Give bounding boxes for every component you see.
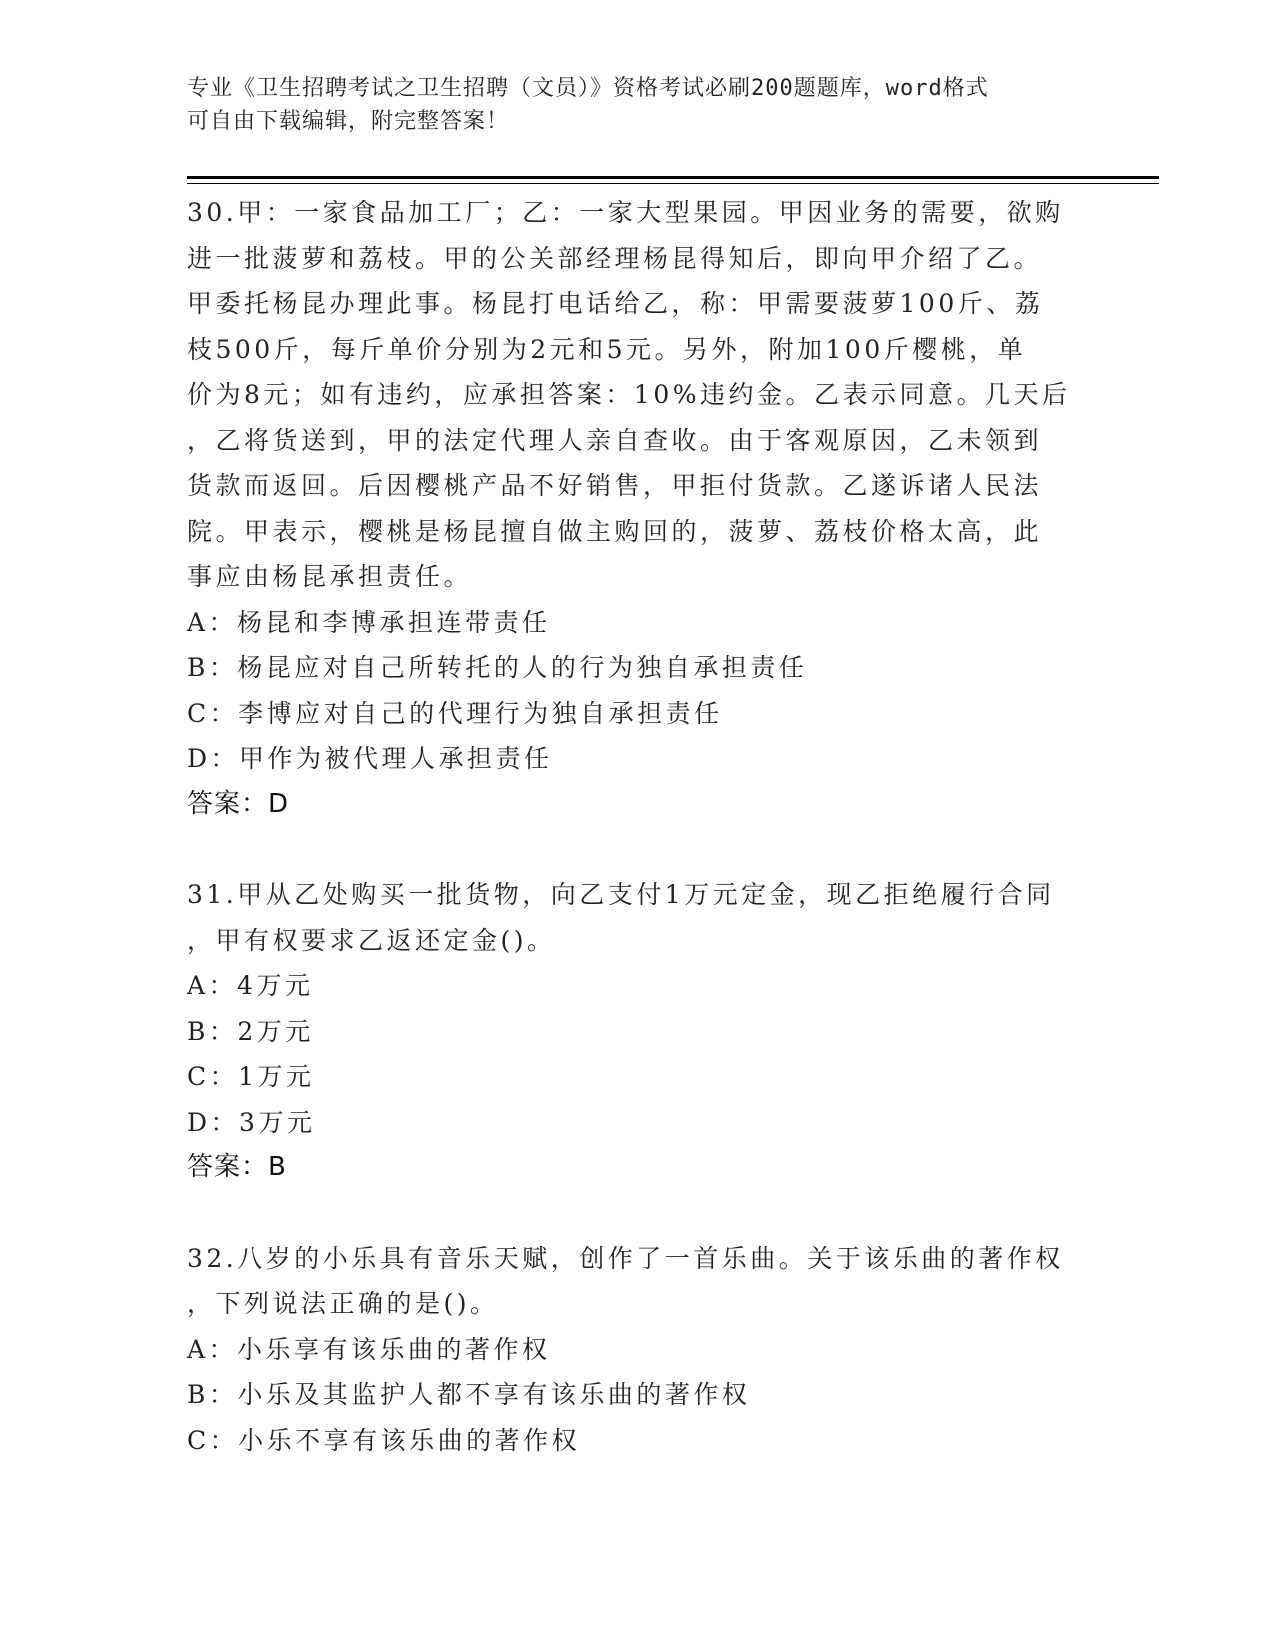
option-a: A：小乐享有该乐曲的著作权 [187,1334,551,1364]
question-line: 甲委托杨昆办理此事。杨昆打电话给乙，称：甲需要菠萝100斤、荔 [187,289,1044,318]
question-32 [187,1236,1087,1464]
question-line: ，乙将货送到，甲的法定代理人亲自查收。由于客观原因，乙未领到 [187,425,1043,455]
option-c: C：1万元 [187,1062,315,1091]
question-line: 进一批菠萝和荔枝。甲的公关部经理杨昆得知后，即向甲介绍了乙。 [187,243,1043,273]
option-a: A：杨昆和李博承担连带责任 [187,607,551,637]
question-spacer [187,1191,1087,1236]
answer-label: 答案：B [187,1152,287,1182]
document-header [187,72,1087,138]
question-32-stem [187,1236,1087,1327]
question-line: 枝500斤，每斤单价分别为2元和5元。另外，附加100斤樱桃，单 [187,334,1027,364]
question-line: ，甲有权要求乙返还定金()。 [187,925,556,955]
question-line: ，下列说法正确的是()。 [187,1289,499,1318]
option-d: D：3万元 [187,1107,316,1137]
option-c: C：小乐不享有该乐曲的著作权 [187,1425,581,1455]
answer-label: 答案：D [187,788,290,819]
header-line-2: 可自由下载编辑，附完整答案！ [187,109,510,134]
question-line: 30.甲：一家食品加工厂；乙：一家大型果园。甲因业务的需要，欲购 [187,198,1064,227]
option-b: B：2万元 [187,1016,314,1046]
header-rule-thick [187,176,1159,179]
question-line: 院。甲表示，樱桃是杨昆擅自做主购回的，菠萝、荔枝价格太高，此 [187,516,1043,546]
question-line: 价为8元；如有违约，应承担答案：10%违约金。乙表示同意。几天后 [187,380,1071,409]
option-b: B：小乐及其监护人都不享有该乐曲的著作权 [187,1380,751,1409]
question-line: 货款而返回。后因樱桃产品不好销售，甲拒付货款。乙遂诉诸人民法 [187,471,1043,500]
question-31 [187,872,1087,1191]
question-list [187,190,1087,1463]
header-line-1: 专业《卫生招聘考试之卫生招聘（文员）》资格考试必刷200题题库，word格式 [187,76,989,101]
question-spacer [187,827,1087,872]
question-line: 31.甲从乙处购买一批货物，向乙支付1万元定金，现乙拒绝履行合同 [187,880,1055,909]
header-rule-thin [187,183,1159,184]
option-a: A：4万元 [187,971,314,1000]
option-b: B：杨昆应对自己所转托的人的行为独自承担责任 [187,653,808,682]
question-30-stem [187,190,1087,600]
question-line: 事应由杨昆承担责任。 [187,562,473,591]
option-c: C：李博应对自己的代理行为独自承担责任 [187,698,723,728]
question-30 [187,190,1087,827]
question-line: 32.八岁的小乐具有音乐天赋，创作了一首乐曲。关于该乐曲的著作权 [187,1243,1064,1273]
option-d: D：甲作为被代理人承担责任 [187,744,553,773]
question-31-stem [187,872,1087,963]
